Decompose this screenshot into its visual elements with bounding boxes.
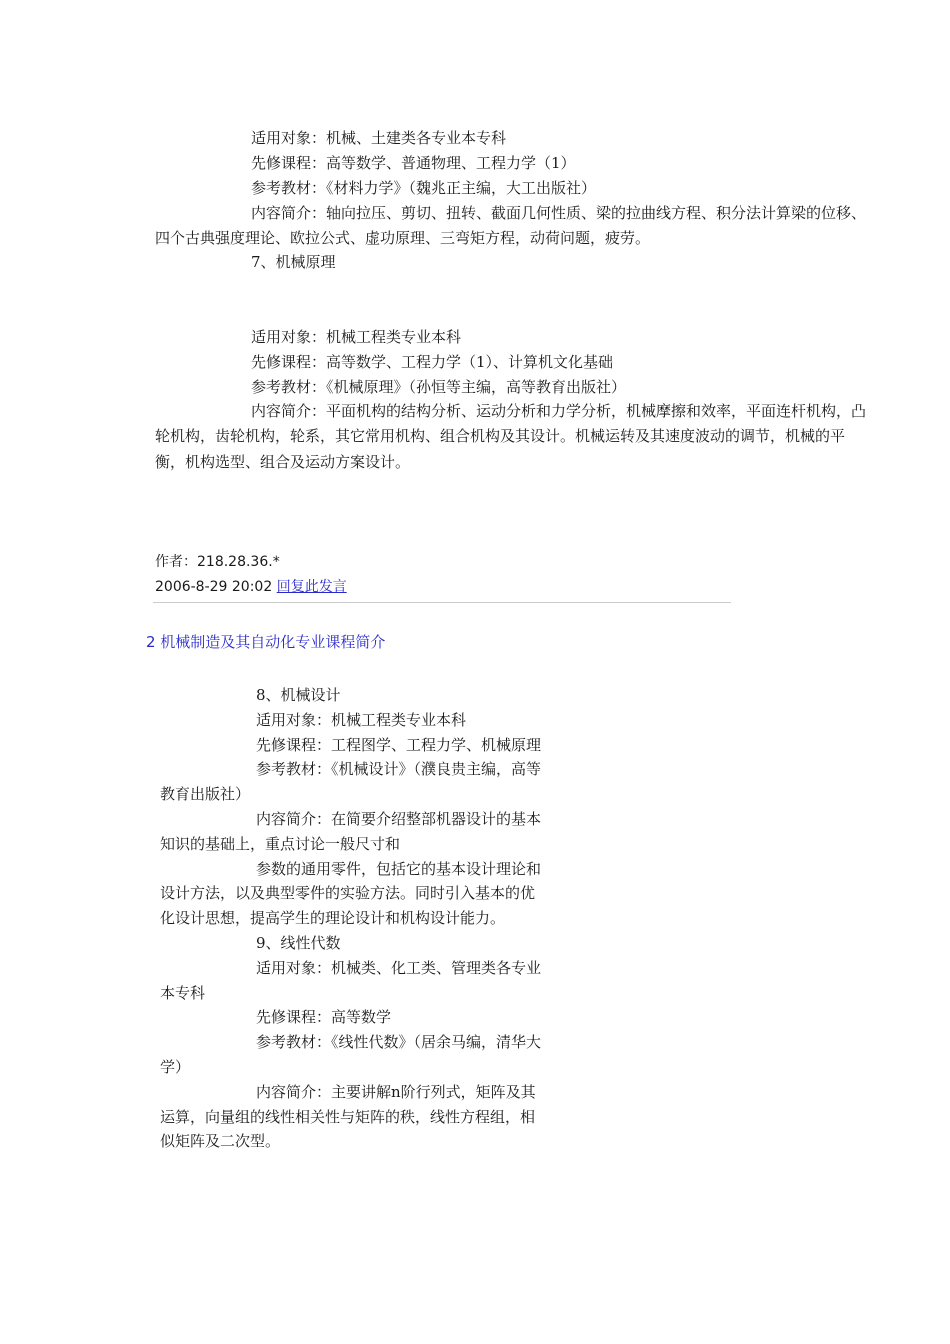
text-line: 参考教材：《机械原理》（孙恒等主编，高等教育出版社） xyxy=(251,378,627,396)
reply-body xyxy=(160,683,546,1154)
post-date: 2006-8-29 20:02 xyxy=(155,579,273,595)
text-paragraph: 先修课程：工程图学、工程力学、机械原理 xyxy=(256,735,542,754)
post-footer xyxy=(155,575,347,599)
course-heading: 9、线性代数 xyxy=(256,933,341,952)
text-paragraph: 参考教材：《机械设计》（濮良贵主编，高等教育出版社） xyxy=(160,760,542,804)
post-divider xyxy=(153,602,731,603)
text-line: 轮机构，齿轮机构，轮系，其它常用机构、组合机构及其设计。机械运转及其速度波动的调节，机械的平 xyxy=(155,427,846,445)
post-author xyxy=(155,550,280,574)
author-label: 作者： xyxy=(155,554,197,570)
text-line: 适用对象：机械、土建类各专业本专科 xyxy=(251,129,507,147)
text-paragraph: 先修课程：高等数学 xyxy=(256,1008,392,1027)
section-heading: 7、机械原理 xyxy=(251,253,336,271)
text-line: 四个古典强度理论、欧拉公式、虚功原理、三弯矩方程，动荷问题，疲劳。 xyxy=(155,229,651,247)
text-paragraph: 参数的通用零件，包括它的基本设计理论和设计方法，以及典型零件的实验方法。同时引入基本的优化设计思想，提高学生的理论设计和机构设计能力。 xyxy=(160,859,542,928)
text-line: 参考教材：《材料力学》（魏兆正主编，大工出版社） xyxy=(251,179,597,197)
text-paragraph: 参考教材：《线性代数》（居余马编，清华大学） xyxy=(160,1033,542,1076)
text-line: 先修课程：高等数学、工程力学（1）、计算机文化基础 xyxy=(251,353,614,371)
text-paragraph: 适用对象：机械类、化工类、管理类各专业本专科 xyxy=(160,958,542,1002)
reply-link[interactable]: 回复此发言 xyxy=(276,579,347,595)
text-paragraph: 内容简介：在简要介绍整部机器设计的基本知识的基础上，重点讨论一般尺寸和 xyxy=(160,809,542,853)
text-paragraph: 内容简介：主要讲解n阶行列式，矩阵及其运算，向量组的线性相关性与矩阵的秩，线性方程组，相似矩阵及二次型。 xyxy=(160,1082,536,1151)
text-line: 衡，机构选型、组合及运动方案设计。 xyxy=(155,453,411,471)
text-line: 先修课程：高等数学、普通物理、工程力学（1） xyxy=(251,154,576,172)
course-heading: 8、机械设计 xyxy=(256,686,341,704)
text-line: 内容简介：轴向拉压、剪切、扭转、截面几何性质、梁的拉曲线方程、积分法计算梁的位移、 xyxy=(251,204,867,222)
text-line: 内容简介：平面机构的结构分析、运动分析和力学分析，机械摩擦和效率，平面连杆机构，凸 xyxy=(251,402,867,420)
author-ip: 218.28.36.* xyxy=(197,554,280,570)
text-line: 适用对象：机械工程类专业本科 xyxy=(251,328,462,346)
reply-title: 2 机械制造及其自动化专业课程简介 xyxy=(146,633,386,651)
text-paragraph: 适用对象：机械工程类专业本科 xyxy=(256,710,467,729)
